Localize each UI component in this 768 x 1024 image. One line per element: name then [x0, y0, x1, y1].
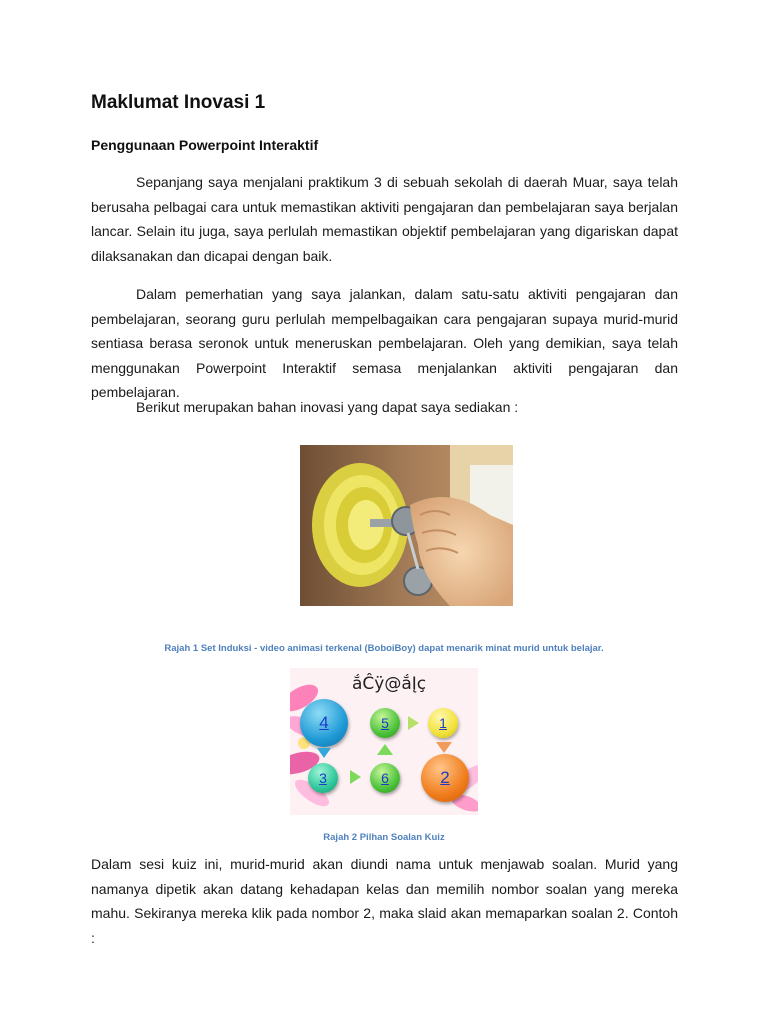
arrow-up-icon: [377, 744, 393, 755]
key-in-lock-illustration: [300, 445, 513, 606]
quiz-title: ắĈÿ@ắĮç: [352, 674, 427, 694]
figure-1-image: [300, 445, 513, 606]
question-6-button[interactable]: 6: [370, 763, 400, 793]
page-title: Maklumat Inovasi 1: [91, 92, 266, 113]
section-heading: Penggunaan Powerpoint Interaktif: [91, 137, 319, 153]
question-2-button[interactable]: 2: [421, 754, 469, 802]
arrow-right-icon: [350, 770, 361, 784]
question-4-button[interactable]: 4: [300, 699, 348, 747]
question-1-button[interactable]: 1: [428, 708, 458, 738]
paragraph-4: Dalam sesi kuiz ini, murid-murid akan diundi nama untuk menjawab soalan. Murid yang namanya dipetik akan datang kehadapan kelas dan memilih nombor soalan yang mereka mahu. Sekiranya mereka klik pada nombor 2, maka slaid akan memaparkan soalan 2. Contoh :: [91, 856, 678, 946]
paragraph-3: Berikut merupakan bahan inovasi yang dapat saya sediakan :: [136, 399, 519, 415]
figure-1-caption: Rajah 1 Set Induksi - video animasi terkenal (BoboiBoy) dapat menarik minat murid untuk belajar.: [164, 643, 604, 654]
figure-2-quiz-slide: [290, 668, 478, 815]
paragraph-2: Dalam pemerhatian yang saya jalankan, dalam satu-satu aktiviti pengajaran dan pembelajaran, seorang guru perlulah mempelbagaikan cara pengajaran supaya murid-murid sentiasa berasa seronok untuk meneruskan pembelajaran. Oleh yang demikian, saya telah menggunakan Powerpoint Interaktif semasa menjalankan aktiviti pengajaran dan pembelajaran.: [91, 286, 678, 400]
question-3-button[interactable]: 3: [308, 763, 338, 793]
paragraph-1: Sepanjang saya menjalani praktikum 3 di sebuah sekolah di daerah Muar, saya telah berusaha pelbagai cara untuk memastikan aktiviti pengajaran dan pembelajaran saya berjalan lancar. Selain itu juga, saya perlulah memastikan objektif pembelajaran yang digariskan dapat dilaksanakan dan dicapai dengan baik.: [91, 174, 678, 264]
arrow-down-icon: [317, 748, 331, 758]
question-5-button[interactable]: 5: [370, 708, 400, 738]
arrow-down-icon: [436, 742, 452, 753]
arrow-right-icon: [408, 716, 419, 730]
figure-2-caption: Rajah 2 Pilhan Soalan Kuiz: [323, 832, 445, 843]
